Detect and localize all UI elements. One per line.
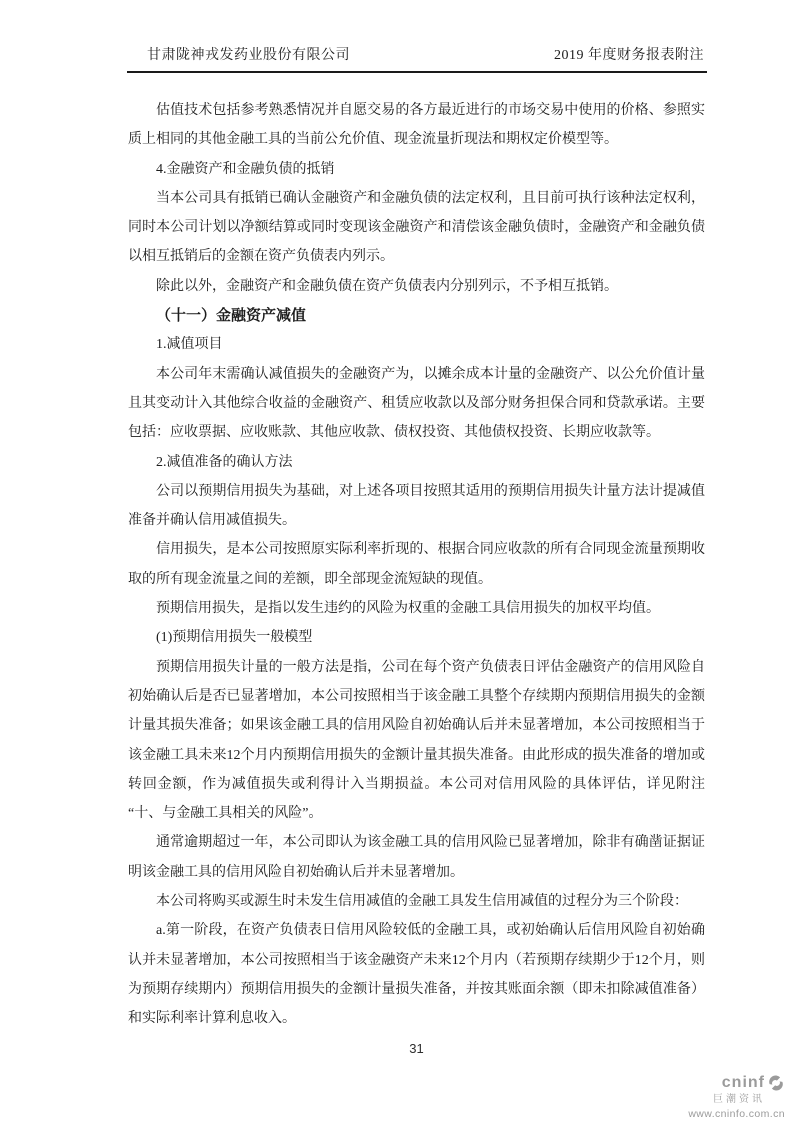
header-company-name: 甘肃陇神戎发药业股份有限公司: [147, 48, 350, 63]
page-number: 31: [409, 1041, 424, 1056]
document-body: [128, 96, 705, 1034]
paragraph: 本公司年末需确认减值损失的金融资产为，以摊余成本计量的金融资产、以公允价值计量且其变动计入其他综合收益的金融资产、租赁应收款以及部分财务担保合同和贷款承诺。主要包括：应收票据、应收账款、其他应收款、债权投资、其他债权投资、长期应收款等。: [128, 366, 705, 441]
cninfo-brand-row: [688, 1074, 785, 1092]
paragraph: 估值技术包括参考熟悉情况并自愿交易的各方最近进行的市场交易中使用的价格、参照实质上相同的其他金融工具的当前公允价值、现金流量折现法和期权定价模型等。: [128, 103, 705, 148]
paragraph: 除此以外，金融资产和金融负债在资产负债表内分别列示，不予相互抵销。: [156, 278, 618, 294]
paragraph: 通常逾期超过一年，本公司即认为该金融工具的信用风险已显著增加，除非有确凿证据证明该金融工具的信用风险自初始确认后并未显著增加。: [128, 835, 705, 880]
header-rule: [127, 71, 707, 73]
section-heading: （十一）金融资产减值: [156, 307, 307, 325]
paragraph: 本公司将购买或源生时未发生信用减值的金融工具发生信用减值的过程分为三个阶段：: [156, 894, 688, 910]
paragraph: 当本公司具有抵销已确认金融资产和金融负债的法定权利，且目前可执行该种法定权利，同时本公司计划以净额结算或同时变现该金融资产和清偿该金融负债时，金融资产和金融负债以相互抵销后的金额在资产负债表内列示。: [128, 190, 705, 265]
cninfo-swirl-icon: [767, 1074, 785, 1092]
header-doc-title: 2019 年度财务报表附注: [554, 48, 704, 63]
paragraph: 信用损失，是本公司按照原实际利率折现的、根据合同应收款的所有合同现金流量预期收取的所有现金流量之间的差额，即全部现金流短缺的现值。: [128, 542, 705, 587]
paragraph: 预期信用损失，是指以发生违约的风险为权重的金融工具信用损失的加权平均值。: [156, 601, 660, 617]
cninfo-url: www.cninfo.com.cn: [688, 1108, 785, 1120]
paragraph: 2.减值准备的确认方法: [156, 454, 293, 470]
paragraph: a.第一阶段，在资产负债表日信用风险较低的金融工具，或初始确认后信用风险自初始确认并未显著增加，本公司按照相当于该金融资产未来12个月内（若预期存续期少于12个月，则为预期存续期内）预期信用损失的金额计量损失准备，并按其账面余额（即未扣除减值准备）和实际利率计算利息收入。: [128, 923, 705, 1027]
paragraph: 公司以预期信用损失为基础，对上述各项目按照其适用的预期信用损失计量方法计提减值准备并确认信用减值损失。: [128, 483, 705, 529]
cninfo-logo: [688, 1074, 785, 1120]
paragraph: 预期信用损失计量的一般方法是指，公司在每个资产负债表日评估金融资产的信用风险自初始确认后是否已显著增加，本公司按照相当于该金融工具整个存续期内预期信用损失的金额计量其损失准备；如果该金融工具的信用风险自初始确认后并未显著增加，本公司按照相当于该金融工具未来12个月内预期信用损失的金额计量其损失准备。由此形成的损失准备的增加或转回金额，作为减值损失或利得计入当期损益。本公司对信用风险的具体评估，详见附注“十、与金融工具相关的风险”。: [128, 659, 705, 822]
cninfo-brand-text: cninf: [721, 1074, 765, 1091]
cninfo-chinese-name: 巨潮资讯: [713, 1094, 765, 1105]
paragraph: 1.减值项目: [156, 337, 223, 353]
paragraph: 4.金融资产和金融负债的抵销: [156, 161, 335, 177]
paragraph: (1)预期信用损失一般模型: [156, 630, 313, 646]
